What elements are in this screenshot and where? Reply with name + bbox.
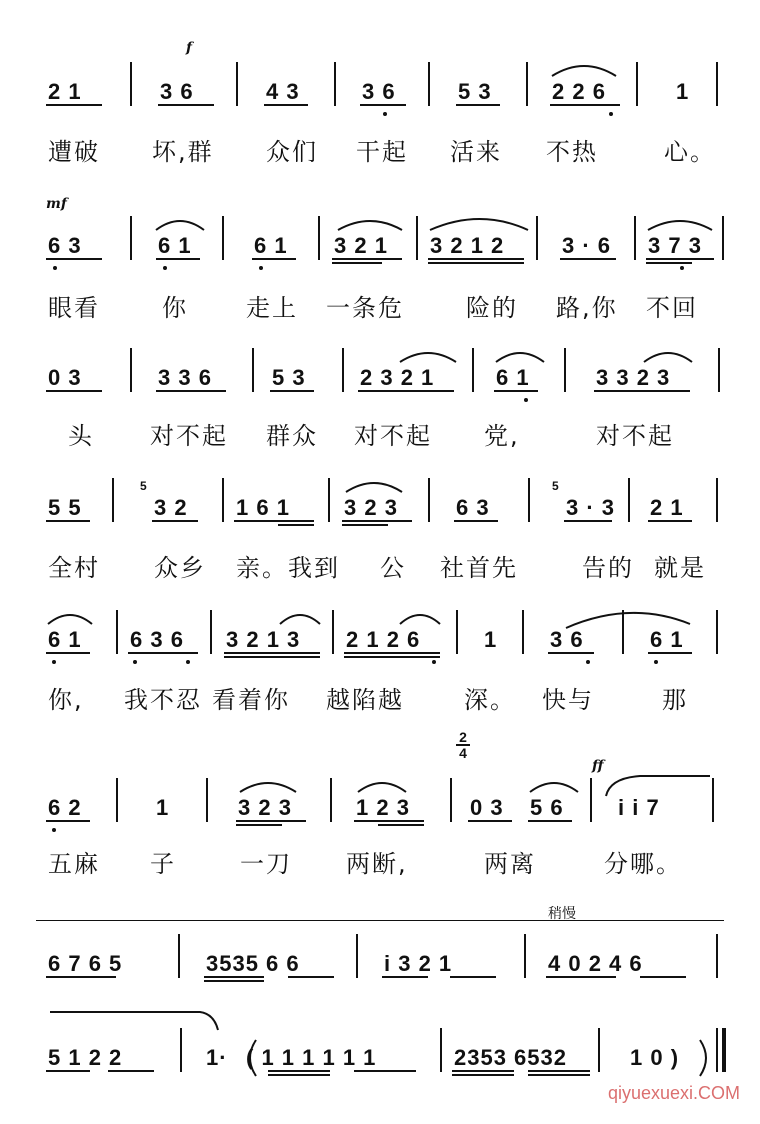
- lyric: 坏,群: [152, 138, 214, 166]
- lyric: 一刀: [240, 850, 292, 878]
- underline: [252, 258, 296, 260]
- underline: [428, 258, 524, 260]
- underline: [594, 390, 690, 392]
- lyric: 对不起: [596, 422, 674, 450]
- barline: [236, 62, 238, 106]
- lyric: 快与: [542, 686, 594, 714]
- lyric: 眼看: [48, 294, 100, 322]
- notes-measure: 5 5: [48, 495, 82, 520]
- slur: [566, 613, 690, 628]
- barline: [180, 1028, 182, 1072]
- barline: [450, 778, 452, 822]
- slur: [496, 353, 544, 362]
- slur: [552, 66, 616, 76]
- barline: [716, 62, 718, 106]
- underline: [456, 104, 500, 106]
- underline: [564, 520, 612, 522]
- barline: [524, 934, 526, 978]
- octave-dot: [383, 112, 387, 116]
- dynamic-mark: ff: [592, 758, 604, 774]
- underline: [46, 820, 90, 822]
- barline: [440, 1028, 442, 1072]
- notes-measure: 1 0 ): [630, 1045, 680, 1070]
- notes-measure: ( 1 1 1 1 1 1: [246, 1045, 377, 1070]
- underline: [452, 1074, 514, 1076]
- lyric: 社首先: [440, 554, 518, 582]
- notes-measure: 1: [156, 795, 170, 820]
- underline: [382, 976, 428, 978]
- time-signature-bottom: 4: [459, 745, 467, 761]
- slur: [606, 776, 710, 796]
- underline: [46, 652, 90, 654]
- lyric: 五麻: [48, 850, 100, 878]
- notes-measure: 1 6 1: [236, 495, 290, 520]
- notes-measure: 1 2 3: [356, 795, 410, 820]
- notes-measure: 6 2: [48, 795, 82, 820]
- underline: [128, 652, 198, 654]
- slur: [280, 615, 320, 624]
- underline: [354, 820, 424, 822]
- notes-measure: 1·: [206, 1045, 228, 1070]
- barline: [628, 478, 630, 522]
- notes-measure: i i 7: [618, 795, 660, 820]
- barline: [252, 348, 254, 392]
- underline: [494, 390, 538, 392]
- underline: [224, 652, 320, 654]
- notes-measure: 5 3: [272, 365, 306, 390]
- notes-measure: 5 1 2 2: [48, 1045, 123, 1070]
- notes-measure: 3535 6 6: [206, 951, 300, 976]
- lyric: 看着你: [212, 686, 290, 714]
- lyric: 就是: [654, 554, 706, 582]
- lyric: 分哪。: [604, 850, 682, 878]
- notes-measure: 2 3 2 1: [360, 365, 435, 390]
- notes-measure: 3 2 3: [344, 495, 398, 520]
- underline: [268, 1070, 330, 1072]
- notes-measure: 2 1 2 6: [346, 627, 421, 652]
- lyric: 众们: [266, 138, 318, 166]
- octave-dot: [53, 266, 57, 270]
- barline: [428, 478, 430, 522]
- notes-measure: 6 1: [48, 627, 82, 652]
- barline: [222, 478, 224, 522]
- barline: [112, 478, 114, 522]
- underline: [270, 390, 314, 392]
- underline: [268, 1074, 330, 1076]
- lyric: 亲。我到: [236, 554, 340, 582]
- barline: [622, 610, 624, 654]
- barline: [130, 62, 132, 106]
- lyric: 路,你: [556, 294, 618, 322]
- slur: [358, 783, 406, 792]
- octave-dot: [654, 660, 658, 664]
- grace-note: 5: [140, 479, 148, 493]
- barline: [472, 348, 474, 392]
- lyric: 一条危: [326, 294, 404, 322]
- notes-measure: 3 2 3: [238, 795, 292, 820]
- lyric: 深。: [464, 686, 516, 714]
- barline: [428, 62, 430, 106]
- notes-measure: 6 7 6 5: [48, 951, 123, 976]
- underline: [156, 390, 226, 392]
- slur: [48, 615, 92, 624]
- underline: [358, 390, 454, 392]
- slur: [50, 1012, 218, 1030]
- underline: [46, 1070, 90, 1072]
- notes-measure: 1: [484, 627, 498, 652]
- lyric: 活来: [450, 138, 502, 166]
- underline: [332, 262, 382, 264]
- notes-measure: 2353 6532: [454, 1045, 567, 1070]
- barline: [116, 778, 118, 822]
- lyric: 两离: [484, 850, 536, 878]
- barline: [716, 1028, 718, 1072]
- underline: [344, 656, 440, 658]
- underline: [342, 524, 388, 526]
- barline: [528, 478, 530, 522]
- octave-dot: [586, 660, 590, 664]
- underline: [560, 258, 616, 260]
- lyric: 心。: [664, 138, 716, 166]
- notes-measure: 2 1: [650, 495, 684, 520]
- notes-measure: 4 0 2 4 6: [548, 951, 643, 976]
- underline: [528, 1070, 590, 1072]
- underline: [640, 976, 686, 978]
- lyric: 党,: [484, 422, 520, 450]
- lyric: 那: [662, 686, 688, 714]
- barline: [416, 216, 418, 260]
- slur: [644, 353, 692, 362]
- notes-measure: 6 1: [254, 233, 288, 258]
- underline: [450, 976, 496, 978]
- notes-measure: 3 3 6: [158, 365, 212, 390]
- barline: [222, 216, 224, 260]
- paren-right: [700, 1040, 706, 1076]
- notes-measure: 6 3: [48, 233, 82, 258]
- notes-measure: 6 3 6: [130, 627, 184, 652]
- underline: [46, 390, 102, 392]
- notes-measure: 1: [676, 79, 690, 104]
- slur: [400, 615, 440, 624]
- lyric: 我不忍: [124, 686, 202, 714]
- underline: [156, 258, 200, 260]
- section-divider: [36, 920, 724, 921]
- barline: [456, 610, 458, 654]
- barline: [356, 934, 358, 978]
- notes-measure: 2 2 6: [552, 79, 606, 104]
- barline: [536, 216, 538, 260]
- lyric: 你,: [48, 686, 84, 714]
- final-barline: [722, 1028, 726, 1072]
- notes-measure: 5 6: [530, 795, 564, 820]
- notes-measure: 3 6: [550, 627, 584, 652]
- barline: [210, 610, 212, 654]
- underline: [234, 520, 314, 522]
- notes-measure: 3 2 1: [334, 233, 388, 258]
- underline: [236, 820, 306, 822]
- notes-measure: i 3 2 1: [384, 951, 453, 976]
- lyric: 头: [68, 422, 94, 450]
- underline: [288, 976, 334, 978]
- barline: [178, 934, 180, 978]
- underline: [360, 104, 406, 106]
- lyric: 你: [162, 294, 188, 322]
- octave-dot: [680, 266, 684, 270]
- underline: [46, 520, 90, 522]
- underline: [46, 104, 102, 106]
- dynamic-mark: f: [186, 40, 193, 56]
- notes-measure: 3 · 3: [566, 495, 616, 520]
- lyric: 干起: [356, 138, 408, 166]
- notes-measure: 2 1: [48, 79, 82, 104]
- octave-dot: [163, 266, 167, 270]
- slur: [240, 783, 296, 792]
- slur: [338, 221, 402, 230]
- barline: [130, 348, 132, 392]
- underline: [646, 262, 692, 264]
- barline: [716, 934, 718, 978]
- underline: [548, 652, 594, 654]
- underline: [108, 1070, 154, 1072]
- octave-dot: [259, 266, 263, 270]
- barline: [716, 478, 718, 522]
- underline: [646, 258, 714, 260]
- underline: [648, 520, 692, 522]
- notes-measure: 4 3: [266, 79, 300, 104]
- lyric: 众乡: [154, 554, 206, 582]
- notes-measure: 6 3: [456, 495, 490, 520]
- underline: [264, 104, 308, 106]
- octave-dot: [524, 398, 528, 402]
- underline: [152, 520, 198, 522]
- octave-dot: [133, 660, 137, 664]
- notes-measure: 3 2: [154, 495, 188, 520]
- barline: [206, 778, 208, 822]
- lyric: 对不起: [354, 422, 432, 450]
- underline: [46, 258, 102, 260]
- underline: [332, 258, 402, 260]
- barline: [590, 778, 592, 822]
- notes-measure: 3 · 6: [562, 233, 612, 258]
- notes-measure: 3 3 2 3: [596, 365, 671, 390]
- underline: [344, 652, 440, 654]
- slur: [346, 483, 402, 492]
- notes-measure: 3 2 1 3: [226, 627, 301, 652]
- underline: [224, 656, 320, 658]
- lyric: 告的: [582, 554, 634, 582]
- lyric: 越陷越: [326, 686, 404, 714]
- time-signature: [456, 730, 470, 760]
- barline: [318, 216, 320, 260]
- notes-measure: 6 1: [158, 233, 192, 258]
- lyric: 子: [150, 850, 176, 878]
- barline: [712, 778, 714, 822]
- notes-measure: 5 3: [458, 79, 492, 104]
- underline: [454, 520, 498, 522]
- barline: [634, 216, 636, 260]
- slur: [648, 221, 712, 230]
- barline: [328, 478, 330, 522]
- notes-measure: 0 3: [470, 795, 504, 820]
- underline: [452, 1070, 514, 1072]
- barline: [130, 216, 132, 260]
- slur: [530, 783, 578, 792]
- notes-measure: 3 6: [160, 79, 194, 104]
- lyric: 全村: [48, 554, 100, 582]
- barline: [342, 348, 344, 392]
- barline: [718, 348, 720, 392]
- underline: [528, 820, 572, 822]
- notes-measure: 3 7 3: [648, 233, 702, 258]
- underline: [428, 262, 524, 264]
- lyric: 群众: [266, 422, 318, 450]
- underline: [204, 980, 264, 982]
- barline: [526, 62, 528, 106]
- octave-dot: [52, 660, 56, 664]
- octave-dot: [186, 660, 190, 664]
- underline: [354, 1070, 416, 1072]
- barline: [716, 610, 718, 654]
- octave-dot: [432, 660, 436, 664]
- underline: [648, 652, 692, 654]
- underline: [468, 820, 512, 822]
- slur: [156, 221, 204, 230]
- lyric: 不回: [646, 294, 698, 322]
- barline: [522, 610, 524, 654]
- barline: [722, 216, 724, 260]
- slur: [400, 353, 456, 362]
- underline: [236, 824, 282, 826]
- lyric: 公: [380, 554, 406, 582]
- barline: [330, 778, 332, 822]
- underline: [278, 524, 314, 526]
- barline: [332, 610, 334, 654]
- dynamic-mark: mf: [46, 196, 67, 212]
- underline: [550, 104, 620, 106]
- notes-measure: 3 6: [362, 79, 396, 104]
- barline: [564, 348, 566, 392]
- lyric: 两断,: [346, 850, 408, 878]
- underline: [158, 104, 214, 106]
- octave-dot: [52, 828, 56, 832]
- grace-note: 5: [552, 479, 560, 493]
- slur: [430, 219, 528, 230]
- lyric: 不热: [546, 138, 598, 166]
- lyric: 险的: [466, 294, 518, 322]
- watermark: qiyuexuexi.COM: [607, 1083, 740, 1103]
- notes-measure: 6 1: [650, 627, 684, 652]
- tempo-mark: 稍慢: [548, 906, 576, 922]
- underline: [46, 976, 116, 978]
- underline: [528, 1074, 590, 1076]
- lyric: 对不起: [150, 422, 228, 450]
- barline: [636, 62, 638, 106]
- notes-measure: 0 3: [48, 365, 82, 390]
- lyric: 遭破: [48, 138, 100, 166]
- notes-measure: 6 1: [496, 365, 530, 390]
- barline: [598, 1028, 600, 1072]
- underline: [378, 824, 424, 826]
- underline: [342, 520, 412, 522]
- time-signature-top: 2: [456, 730, 470, 746]
- octave-dot: [609, 112, 613, 116]
- lyric: 走上: [246, 294, 298, 322]
- barline: [116, 610, 118, 654]
- barline: [334, 62, 336, 106]
- notes-measure: 3 2 1 2: [430, 233, 505, 258]
- underline: [204, 976, 264, 978]
- underline: [546, 976, 616, 978]
